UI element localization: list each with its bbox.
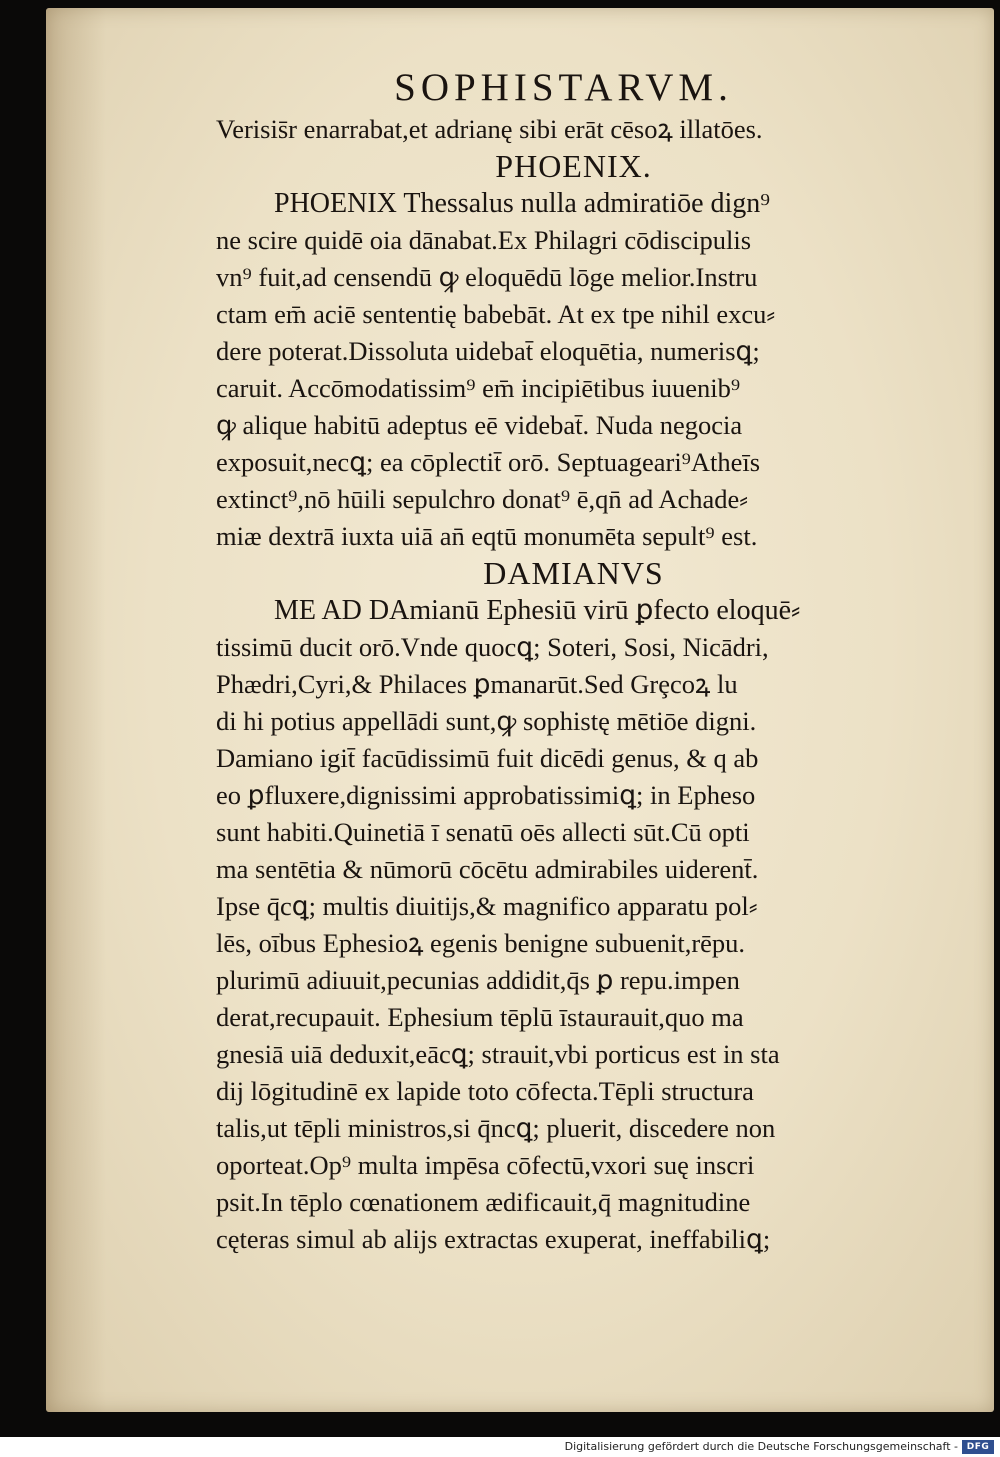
text-line: extinct⁹,nō hūili sepulchro donat⁹ ē,qn̄ ad Achade⸗ [216, 484, 749, 514]
book-page [46, 8, 994, 1412]
text-block [216, 65, 931, 1258]
text-line: tissimū ducit orō.Vnde quocꝗ; Soteri, Sosi, Nicādri, [216, 632, 769, 662]
text-line: dere poterat.Dissoluta uidebat̄ eloquētia, numerisꝗ; [216, 336, 760, 366]
text-line: lēs, oībus Ephesioꝝ egenis benigne subuenit,rēpu. [216, 928, 746, 958]
text-line: eo ꝑfluxere,dignissimi approbatissimiꝗ; in Epheso [216, 780, 756, 810]
section-heading-damianus: DAMIANVS [483, 555, 664, 591]
text-line: dij lōgitudinē ex lapide toto cōfecta.Tēpli structura [216, 1076, 754, 1106]
text-line: ctam em̄ aciē sententię babebāt. At ex tpe nihil excu⸗ [216, 299, 776, 329]
top-line: Verisis̄r enarrabat,et adrianę sibi erāt cēsoꝝ illatōes. [216, 114, 763, 144]
text-line: miæ dextrā iuxta uiā an̄ eqtū monumēta sepult⁹ est. [216, 521, 758, 551]
text-line: exposuit,necꝗ; ea cōplectit̄ orō. Septuageari⁹Atheīs [216, 447, 761, 477]
text-line: ME AD DAmianū Ephesiū virū ꝑfecto eloquē⸗ [274, 595, 801, 626]
text-line: gnesiā uiā deduxit,eācꝗ; strauit,vbi porticus est in sta [216, 1039, 780, 1069]
text-line: PHOENIX Thessalus nulla admiratiōe dign⁹ [274, 188, 771, 219]
text-line: cęteras simul ab alijs extractas exuperat, ineffabiliꝗ; [216, 1224, 771, 1254]
footer-bar [0, 1437, 1000, 1457]
text-line: oporteat.Op⁹ multa impēsa cōfectū,vxori suę inscri [216, 1150, 755, 1180]
text-line: psit.In tēplo cœnationem ædificauit,q̄ magnitudine [216, 1187, 751, 1217]
funding-credit: Digitalisierung gefördert durch die Deutsche Forschungsgemeinschaft - [564, 1440, 958, 1453]
text-line: ma sentētia & nūmorū cōcētu admirabiles uiderent̄. [216, 854, 759, 884]
text-line: caruit. Accōmodatissim⁹ em̄ incipiētibus iuuenib⁹ [216, 373, 741, 403]
text-line: Damiano igit̄ facūdissimū fuit dicēdi genus, & q ab [216, 743, 759, 773]
text-line: derat,recupauit. Ephesium tēplū īstaurauit,quo ma [216, 1002, 744, 1032]
text-line: ꝙ alique habitū adeptus eē videbat̄. Nuda negocia [216, 410, 743, 440]
text-line: di hi potius appellādi sunt,ꝙ sophistę mētiōe digni. [216, 706, 757, 736]
text-line: sunt habiti.Quinetiā ī senatū oēs allecti sūt.Cū opti [216, 817, 750, 847]
text-line: plurimū adiuuit,pecunias addidit,q̄s ꝑ repu.impen [216, 965, 740, 995]
dfg-logo-icon: DFG [962, 1440, 994, 1454]
section-heading-phoenix: PHOENIX. [495, 148, 652, 184]
text-line: Phædri,Cyri,& Philaces ꝑmanarūt.Sed Grȩcoꝝ lu [216, 669, 738, 699]
text-line: ne scire quidē oia dānabat.Ex Philagri cōdiscipulis [216, 225, 752, 255]
text-line: Ipse q̄cꝗ; multis diuitijs,& magnifico apparatu pol⸗ [216, 891, 758, 921]
text-line: vn⁹ fuit,ad censendū ꝙ eloquēdū lōge melior.Instru [216, 262, 758, 292]
text-line: talis,ut tēpli ministros,si q̄ncꝗ; pluerit, discedere non [216, 1113, 776, 1143]
running-head: SOPHISTARVM. [394, 66, 733, 109]
